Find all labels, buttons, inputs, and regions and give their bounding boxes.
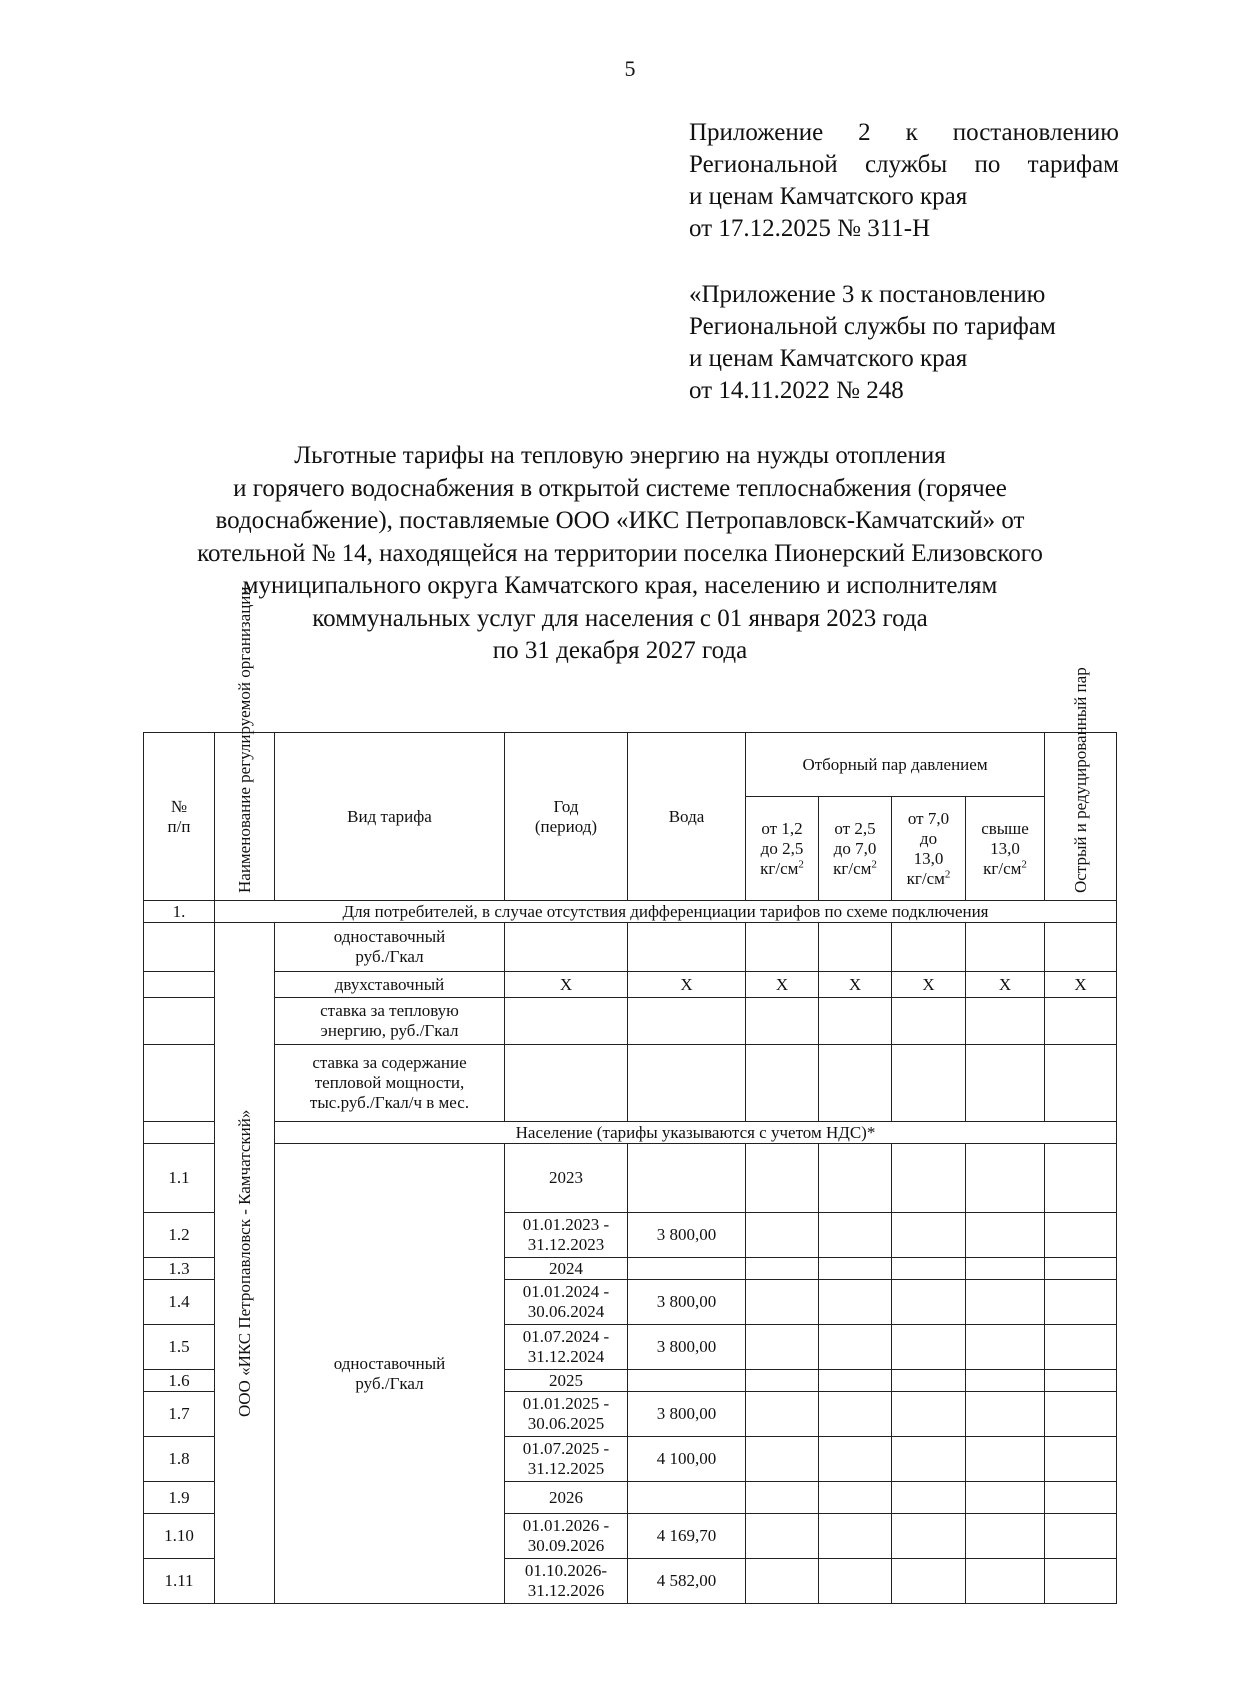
empty-cell: [819, 1144, 892, 1213]
period-cell: 01.01.2024 - 30.06.2024: [505, 1280, 628, 1325]
appendix-2-word: к: [905, 119, 918, 146]
row-num: [144, 998, 215, 1045]
empty-cell: [746, 1482, 819, 1514]
empty-cell: [966, 1144, 1045, 1213]
empty-cell: [966, 1325, 1045, 1370]
empty-cell: [819, 1280, 892, 1325]
appendix-2-word: тарифам: [1027, 151, 1119, 178]
empty-cell: [746, 1144, 819, 1213]
general-row: [144, 923, 1117, 972]
value-cell: [628, 923, 746, 972]
header-sharp-steam-text: Острый и редуцированный пар: [1071, 666, 1091, 893]
empty-cell: [892, 1392, 966, 1437]
header-row-1: [144, 733, 1117, 797]
empty-cell: [819, 1258, 892, 1280]
empty-cell: [892, 1213, 966, 1258]
empty-cell: [966, 1482, 1045, 1514]
appendix-2-word: постановлению: [952, 119, 1119, 146]
appendix-2-line-3: и ценам Камчатского края: [689, 183, 968, 210]
appendix-3-reference: [689, 279, 1119, 407]
period-cell: 01.01.2023 - 31.12.2023: [505, 1213, 628, 1258]
row-num: 1.5: [144, 1325, 215, 1370]
title-line: коммунальных услуг для населения с 01 января 2023 года: [312, 604, 928, 632]
header-sharp-steam: [1045, 666, 1117, 901]
period-cell: 01.10.2026- 31.12.2026: [505, 1559, 628, 1604]
value-cell: [628, 1045, 746, 1122]
water-value: 4 100,00: [628, 1437, 746, 1482]
population-tariff-type: одноставочный руб./Гкал: [275, 1144, 505, 1604]
empty-cell: [1045, 1213, 1117, 1258]
empty-cell: [746, 1514, 819, 1559]
value-cell: [966, 998, 1045, 1045]
empty-cell: [746, 1258, 819, 1280]
header-steam-2: [819, 797, 892, 901]
empty-cell: [1045, 1482, 1117, 1514]
value-cell: [505, 1045, 628, 1122]
header-org: [215, 586, 275, 901]
empty-cell: [892, 1325, 966, 1370]
empty-cell: [819, 1370, 892, 1392]
appendix-3-line-3: и ценам Камчатского края: [689, 345, 968, 372]
value-cell: [628, 998, 746, 1045]
row-num: [144, 1045, 215, 1122]
appendix-2-line-4: от 17.12.2025 № 311-Н: [689, 215, 931, 242]
header-steam-3-text: от 7,0 до 13,0 кг/см: [906, 808, 950, 888]
appendix-3-line-1: «Приложение 3 к постановлению: [689, 281, 1046, 308]
empty-cell: [966, 1392, 1045, 1437]
empty-cell: [819, 1559, 892, 1604]
appendix-2-word: Региональной: [689, 151, 838, 178]
org-name-cell: [215, 923, 275, 1604]
title-line: Льготные тарифы на тепловую энергию на нужды отопления: [294, 442, 946, 469]
value-cell: [746, 1045, 819, 1122]
water-value: 4 582,00: [628, 1559, 746, 1604]
water-value: 3 800,00: [628, 1213, 746, 1258]
header-steam-1: [746, 797, 819, 901]
value-cell: [505, 998, 628, 1045]
tariff-type: двухставочный: [275, 972, 505, 998]
row-num: [144, 923, 215, 972]
empty-cell: [819, 1514, 892, 1559]
water-value: 4 169,70: [628, 1514, 746, 1559]
empty-cell: [966, 1258, 1045, 1280]
tariff-type: одноставочный руб./Гкал: [275, 923, 505, 972]
empty-cell: [1045, 1392, 1117, 1437]
tariff-type: ставка за содержание тепловой мощности, тыс.руб./Гкал/ч в мес.: [275, 1045, 505, 1122]
superscript-2: 2: [871, 857, 877, 870]
empty-cell: [1045, 1559, 1117, 1604]
empty-cell: [892, 1437, 966, 1482]
value-cell: Х: [819, 972, 892, 998]
value-cell: [892, 923, 966, 972]
row-num: 1.1: [144, 1144, 215, 1213]
value-cell: Х: [505, 972, 628, 998]
value-cell: [746, 998, 819, 1045]
org-name: ООО «ИКС Петропавловск - Камчатский»: [235, 1109, 254, 1417]
value-cell: [892, 998, 966, 1045]
empty-cell: [819, 1482, 892, 1514]
period-cell: 2026: [505, 1482, 628, 1514]
empty-cell: [892, 1370, 966, 1392]
title-line: водоснабжение), поставляемые ООО «ИКС Петропавловск-Камчатский» от: [215, 507, 1025, 534]
empty-cell: [1045, 1280, 1117, 1325]
section-1-num: 1.: [144, 901, 215, 923]
appendix-2-reference: [689, 117, 1119, 245]
empty-cell: [892, 1559, 966, 1604]
title-line: по 31 декабря 2027 года: [492, 637, 748, 664]
empty-cell: [1045, 1144, 1117, 1213]
header-org-text: Наименование регулируемой организации: [235, 586, 254, 893]
empty-cell: [966, 1370, 1045, 1392]
row-num: 1.9: [144, 1482, 215, 1514]
period-cell: 01.01.2025 - 30.06.2025: [505, 1392, 628, 1437]
appendix-2-word: службы: [864, 151, 948, 178]
header-year: Год (период): [505, 733, 628, 901]
title-line: котельной № 14, находящейся на территории поселка Пионерский Елизовского: [197, 539, 1043, 567]
empty-cell: [746, 1370, 819, 1392]
empty-cell: [746, 1213, 819, 1258]
value-cell: [819, 923, 892, 972]
value-cell: Х: [746, 972, 819, 998]
value-cell: [819, 998, 892, 1045]
appendix-2-word: 2: [858, 119, 871, 146]
value-cell: [1045, 998, 1117, 1045]
water-value: 3 800,00: [628, 1280, 746, 1325]
value-cell: [892, 1045, 966, 1122]
empty-cell: [1045, 1325, 1117, 1370]
value-cell: [819, 1045, 892, 1122]
header-steam-4: [966, 797, 1045, 901]
title-line: муниципального округа Камчатского края, населению и исполнителям: [242, 572, 998, 599]
water-value: [628, 1482, 746, 1514]
row-num: 1.11: [144, 1559, 215, 1604]
empty-cell: [746, 1392, 819, 1437]
page-number: 5: [624, 56, 636, 81]
value-cell: [746, 923, 819, 972]
appendix-2-line-1: [689, 117, 1119, 149]
water-value: [628, 1370, 746, 1392]
empty-cell: [1045, 1370, 1117, 1392]
period-cell: 2024: [505, 1258, 628, 1280]
header-water: Вода: [628, 733, 746, 901]
row-num: 1.8: [144, 1437, 215, 1482]
row-num: 1.2: [144, 1213, 215, 1258]
superscript-2: 2: [1021, 857, 1027, 870]
value-cell: [966, 1045, 1045, 1122]
value-cell: [1045, 923, 1117, 972]
empty-cell: [892, 1144, 966, 1213]
header-steam-group: Отборный пар давлением: [746, 733, 1045, 797]
empty-cell: [819, 1437, 892, 1482]
empty-cell: [966, 1213, 1045, 1258]
value-cell: Х: [1045, 972, 1117, 998]
row-num: 1.10: [144, 1514, 215, 1559]
empty-cell: [819, 1213, 892, 1258]
row-num: [144, 1122, 215, 1144]
empty-cell: [966, 1514, 1045, 1559]
water-value: [628, 1144, 746, 1213]
empty-cell: [892, 1482, 966, 1514]
empty-cell: [746, 1559, 819, 1604]
general-row: [144, 972, 1117, 998]
row-num: 1.6: [144, 1370, 215, 1392]
row-num: [144, 972, 215, 998]
period-cell: 2025: [505, 1370, 628, 1392]
appendix-3-line-4: от 14.11.2022 № 248: [689, 377, 904, 404]
period-cell: 2023: [505, 1144, 628, 1213]
population-header-row: [144, 1122, 1117, 1144]
period-cell: 01.07.2025 - 31.12.2025: [505, 1437, 628, 1482]
row-num: 1.7: [144, 1392, 215, 1437]
empty-cell: [746, 1280, 819, 1325]
header-steam-3: [892, 797, 966, 901]
population-row: [144, 1144, 1117, 1213]
general-row: [144, 998, 1117, 1045]
population-header: Население (тарифы указываются с учетом НДС)*: [275, 1122, 1117, 1144]
empty-cell: [746, 1437, 819, 1482]
header-num: № п/п: [144, 733, 215, 901]
water-value: 3 800,00: [628, 1325, 746, 1370]
appendix-3-line-2: Региональной службы по тарифам: [689, 313, 1056, 340]
empty-cell: [892, 1280, 966, 1325]
value-cell: [966, 923, 1045, 972]
appendix-2-word: по: [974, 151, 1001, 178]
appendix-2-word: Приложение: [689, 119, 824, 146]
empty-cell: [1045, 1514, 1117, 1559]
value-cell: [1045, 1045, 1117, 1122]
empty-cell: [746, 1325, 819, 1370]
header-tariff-type: Вид тарифа: [275, 733, 505, 901]
title-line: и горячего водоснабжения в открытой системе теплоснабжения (горячее: [233, 474, 1007, 502]
period-cell: 01.01.2026 - 30.09.2026: [505, 1514, 628, 1559]
empty-cell: [966, 1437, 1045, 1482]
empty-cell: [892, 1514, 966, 1559]
header-steam-2-text: от 2,5 до 7,0 кг/см: [833, 818, 877, 878]
value-cell: Х: [628, 972, 746, 998]
value-cell: Х: [966, 972, 1045, 998]
superscript-2: 2: [944, 867, 951, 880]
section-1-row: [144, 901, 1117, 923]
empty-cell: [966, 1559, 1045, 1604]
value-cell: Х: [892, 972, 966, 998]
water-value: [628, 1258, 746, 1280]
general-row: [144, 1045, 1117, 1122]
appendix-2-line-2: [689, 149, 1119, 181]
document-title: [130, 440, 1110, 668]
empty-cell: [966, 1280, 1045, 1325]
empty-cell: [1045, 1437, 1117, 1482]
section-1-title: Для потребителей, в случае отсутствия дифференциации тарифов по схеме подключения: [215, 901, 1117, 923]
empty-cell: [819, 1392, 892, 1437]
water-value: 3 800,00: [628, 1392, 746, 1437]
value-cell: [505, 923, 628, 972]
header-steam-1-text: от 1,2 до 2,5 кг/см: [760, 818, 804, 878]
superscript-2: 2: [798, 857, 804, 870]
row-num: 1.3: [144, 1258, 215, 1280]
period-cell: 01.07.2024 - 31.12.2024: [505, 1325, 628, 1370]
row-num: 1.4: [144, 1280, 215, 1325]
empty-cell: [1045, 1258, 1117, 1280]
empty-cell: [892, 1258, 966, 1280]
tariff-type: ставка за тепловую энергию, руб./Гкал: [275, 998, 505, 1045]
header-steam-4-text: свыше 13,0 кг/см: [981, 818, 1029, 878]
empty-cell: [819, 1325, 892, 1370]
